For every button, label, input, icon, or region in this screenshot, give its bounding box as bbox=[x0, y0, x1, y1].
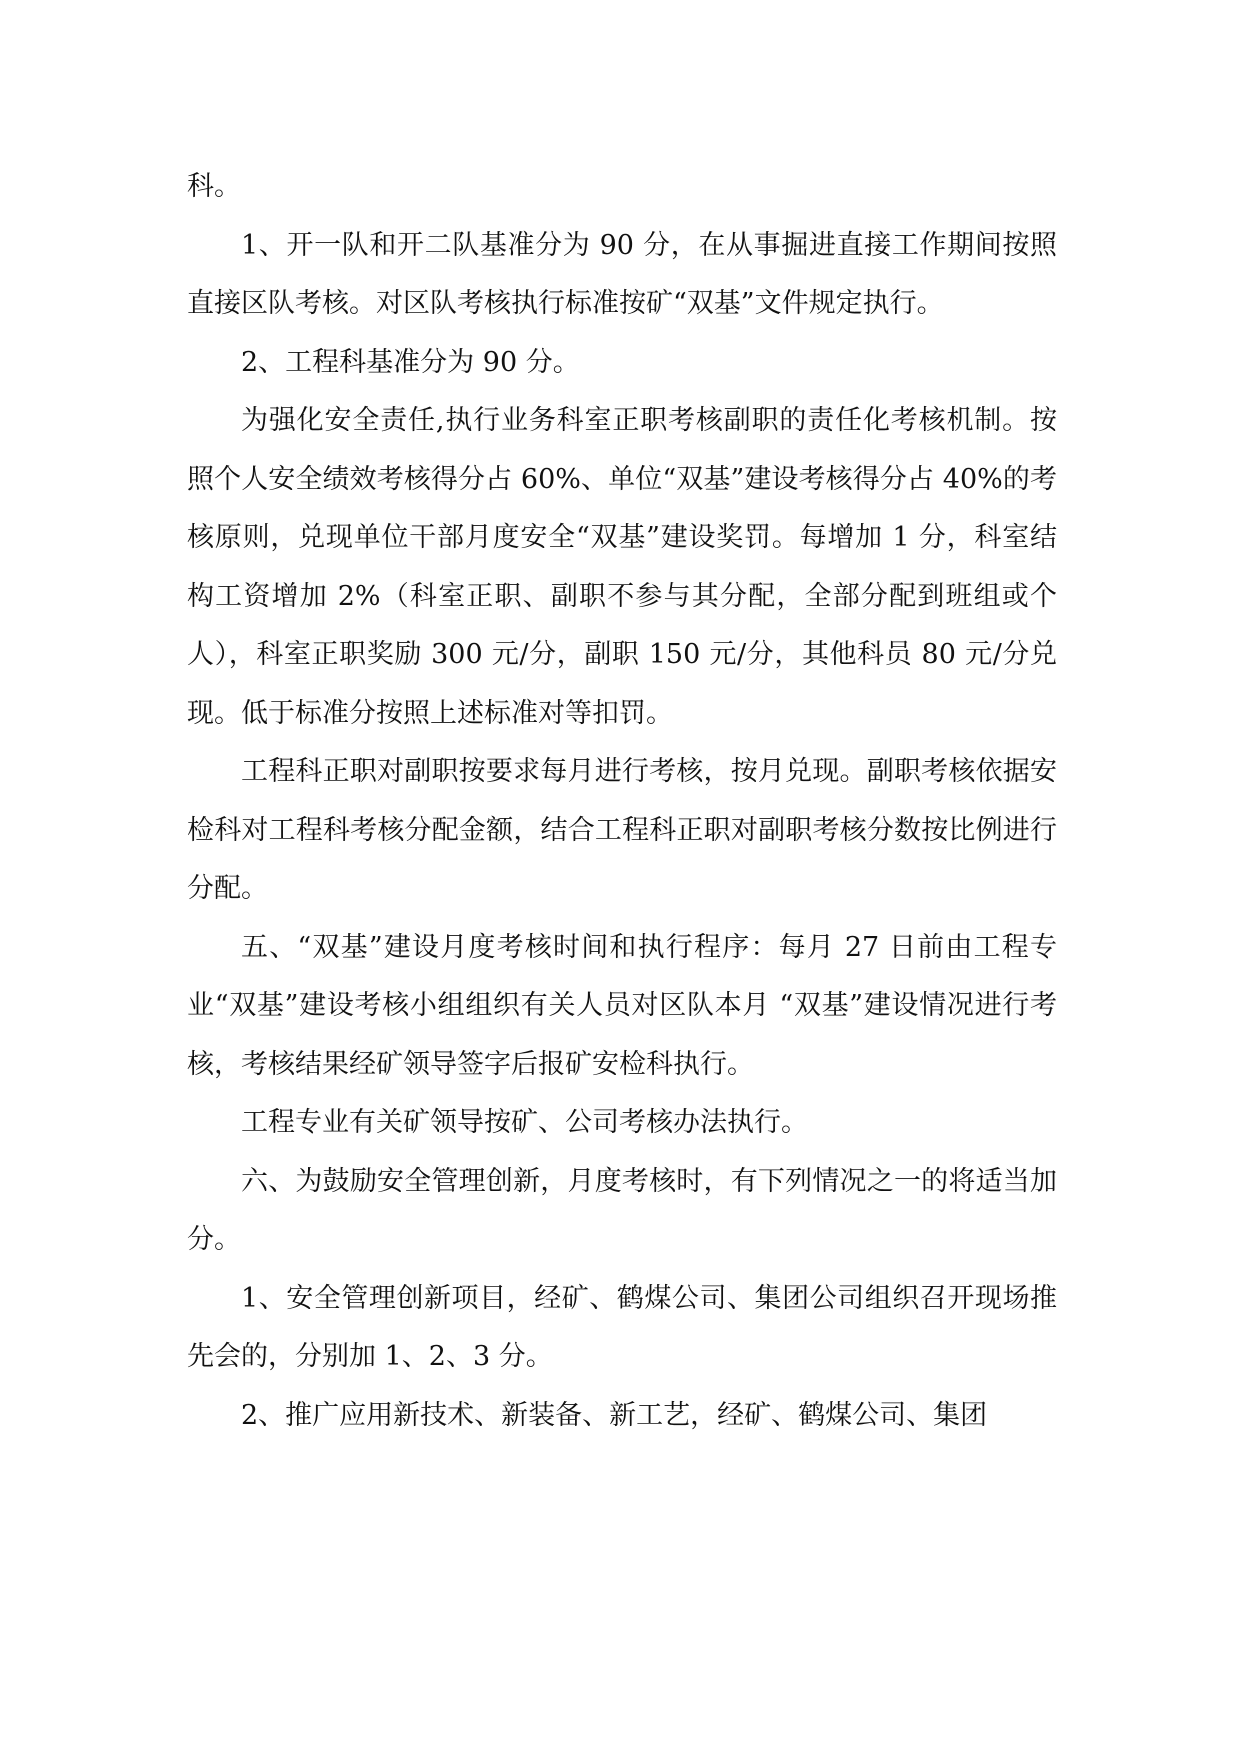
paragraph-bonus-item-2: 2、推广应用新技术、新装备、新工艺，经矿、鹤煤公司、集团 bbox=[241, 1399, 988, 1431]
document-body bbox=[187, 158, 1057, 1445]
paragraph-responsibility: 为强化安全责任,执行业务科室正职考核副职的责任化考核机制。按照个人安全绩效考核得分占 60%、单位“双基”建设考核得分占 40%的考核原则，兑现单位干部月度安全“双基”建设奖罚。每增加 1 分，科室结构工资增加 2%（科室正职、副职不参与其分配，全部分配到班组或个人），科室正职奖励 300 元/分，副职 150 元/分，其他科员 80 元/分兑现。低于标准分按照上述标准对等扣罚。 bbox=[187, 405, 1057, 729]
paragraph-item-2: 2、工程科基准分为 90 分。 bbox=[241, 346, 580, 378]
paragraph-item-1: 1、开一队和开二队基准分为 90 分，在从事掘进直接工作期间按照直接区队考核。对区队考核执行标准按矿“双基”文件规定执行。 bbox=[187, 229, 1057, 319]
paragraph-leadership: 工程专业有关矿领导按矿、公司考核办法执行。 bbox=[241, 1107, 808, 1138]
paragraph-section-five: 五、“双基”建设月度考核时间和执行程序：每月 27 日前由工程专业“双基”建设考核小组组织有关人员对区队本月 “双基”建设情况进行考核，考核结果经矿领导签字后报矿安检科执行。 bbox=[187, 931, 1057, 1080]
paragraph-bonus-item-1: 1、安全管理创新项目，经矿、鹤煤公司、集团公司组织召开现场推先会的，分别加 1、2、3 分。 bbox=[187, 1282, 1057, 1372]
paragraph-engineering-assessment: 工程科正职对副职按要求每月进行考核，按月兑现。副职考核依据安检科对工程科考核分配金额，结合工程科正职对副职考核分数按比例进行分配。 bbox=[187, 756, 1057, 904]
paragraph-continuation: 科。 bbox=[187, 171, 241, 202]
paragraph-section-six: 六、为鼓励安全管理创新，月度考核时，有下列情况之一的将适当加分。 bbox=[187, 1165, 1057, 1255]
